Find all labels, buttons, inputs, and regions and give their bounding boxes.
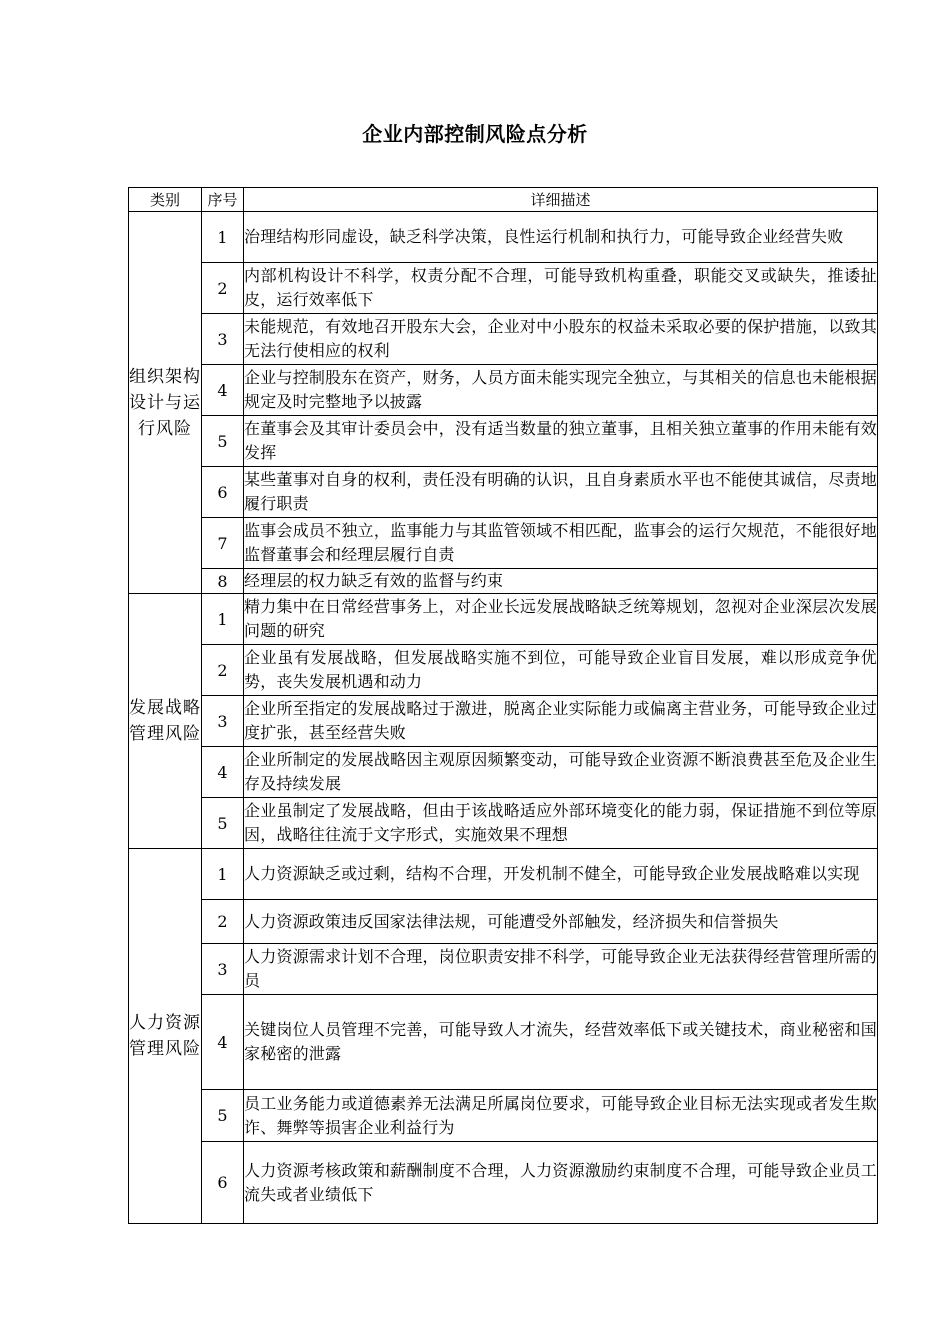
row-description: 内部机构设计不科学，权责分配不合理，可能导致机构重叠，职能交叉或缺失，推诿扯皮，运行效率低下 [244,263,878,314]
row-description: 企业所制定的发展战略因主观原因频繁变动，可能导致企业资源不断浪费甚至危及企业生存及持续发展 [244,747,878,798]
row-description: 人力资源政策违反国家法律法规，可能遭受外部触发，经济损失和信誉损失 [244,900,878,944]
table-row [129,365,878,416]
row-number: 3 [202,944,244,995]
row-description: 精力集中在日常经营事务上，对企业长远发展战略缺乏统筹规划，忽视对企业深层次发展问题的研究 [244,594,878,645]
table-row [129,212,878,263]
row-description: 监事会成员不独立，监事能力与其监管领域不相匹配，监事会的运行欠规范，不能很好地监督董事会和经理层履行自责 [244,518,878,569]
row-number: 3 [202,696,244,747]
risk-table [128,187,878,1224]
table-row [129,798,878,849]
table-row [129,747,878,798]
row-number: 2 [202,900,244,944]
table-row [129,696,878,747]
table-row [129,944,878,995]
row-number: 5 [202,416,244,467]
page-title: 企业内部控制风险点分析 [362,122,588,146]
row-description: 企业所至指定的发展战略过于激进，脱离企业实际能力或偏离主营业务，可能导致企业过度扩张，甚至经营失败 [244,696,878,747]
table-row [129,518,878,569]
row-number: 1 [202,594,244,645]
row-description: 某些董事对自身的权利，责任没有明确的认识，且自身素质水平也不能使其诚信，尽责地履行职责 [244,467,878,518]
table-row [129,594,878,645]
row-description: 治理结构形同虚设，缺乏科学决策，良性运行机制和执行力，可能导致企业经营失败 [244,212,878,263]
row-number: 6 [202,467,244,518]
row-description: 未能规范，有效地召开股东大会，企业对中小股东的权益未采取必要的保护措施，以致其无法行使相应的权利 [244,314,878,365]
row-description: 关键岗位人员管理不完善，可能导致人才流失，经营效率低下或关键技术，商业秘密和国家秘密的泄露 [244,995,878,1090]
row-description: 企业虽制定了发展战略，但由于该战略适应外部环境变化的能力弱，保证措施不到位等原因，战略往往流于文字形式，实施效果不理想 [244,798,878,849]
row-number: 2 [202,263,244,314]
row-number: 4 [202,747,244,798]
header-detail: 详细描述 [244,188,878,212]
table-row [129,569,878,594]
row-description: 员工业务能力或道德素养无法满足所属岗位要求，可能导致企业目标无法实现或者发生欺诈、舞弊等损害企业利益行为 [244,1090,878,1142]
table-row [129,995,878,1090]
row-number: 8 [202,569,244,594]
row-number: 3 [202,314,244,365]
row-number: 2 [202,645,244,696]
table-row [129,467,878,518]
row-number: 1 [202,212,244,263]
row-number: 7 [202,518,244,569]
row-number: 5 [202,1090,244,1142]
row-number: 4 [202,995,244,1090]
header-category: 类别 [129,188,202,212]
table-row [129,1142,878,1224]
row-description: 人力资源需求计划不合理，岗位职责安排不科学，可能导致企业无法获得经营管理所需的员 [244,944,878,995]
row-description: 企业虽有发展战略，但发展战略实施不到位，可能导致企业盲目发展，难以形成竞争优势，丧失发展机遇和动力 [244,645,878,696]
table-row [129,1090,878,1142]
row-number: 1 [202,849,244,900]
header-number: 序号 [202,188,244,212]
row-description: 企业与控制股东在资产，财务，人员方面未能实现完全独立，与其相关的信息也未能根据规定及时完整地予以披露 [244,365,878,416]
table-row [129,900,878,944]
row-number: 5 [202,798,244,849]
table-row [129,645,878,696]
table-row [129,849,878,900]
row-description: 经理层的权力缺乏有效的监督与约束 [244,569,878,594]
row-number: 4 [202,365,244,416]
table-row [129,416,878,467]
table-row [129,263,878,314]
row-description: 人力资源考核政策和薪酬制度不合理，人力资源激励约束制度不合理，可能导致企业员工流失或者业绩低下 [244,1142,878,1224]
category-cell: 发展战略管理风险 [129,594,202,849]
table-row [129,314,878,365]
row-number: 6 [202,1142,244,1224]
category-cell: 人力资源管理风险 [129,849,202,1224]
table-header-row [129,188,878,212]
category-cell: 组织架构设计与运行风险 [129,212,202,594]
row-description: 人力资源缺乏或过剩，结构不合理，开发机制不健全，可能导致企业发展战略难以实现 [244,849,878,900]
row-description: 在董事会及其审计委员会中，没有适当数量的独立董事，且相关独立董事的作用未能有效发挥 [244,416,878,467]
